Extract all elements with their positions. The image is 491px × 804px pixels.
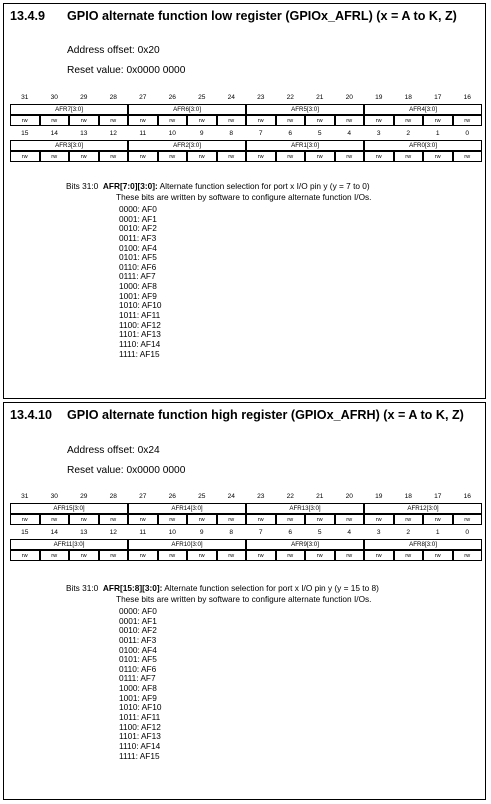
bit-number: 20 [345, 493, 353, 500]
option-item: 0100: AF4 [119, 644, 157, 655]
option-item: 0010: AF2 [119, 223, 157, 234]
access-type-cell: rw [187, 514, 217, 525]
access-type-row [10, 514, 482, 525]
access-type-cell: rw [453, 514, 483, 525]
access-type-cell: rw [394, 115, 424, 126]
field-name-cell: AFR11[3:0] [10, 539, 128, 550]
option-item: 0111: AF7 [119, 271, 156, 282]
option-item: 0110: AF6 [119, 663, 157, 674]
access-type-cell: rw [423, 550, 453, 561]
bit-number: 17 [434, 94, 442, 101]
access-type-cell: rw [40, 151, 70, 162]
access-type-cell: rw [423, 151, 453, 162]
bit-number: 0 [465, 529, 470, 536]
bit-number: 21 [316, 493, 324, 500]
field-name-row [10, 503, 482, 514]
bit-number: 15 [21, 529, 29, 536]
access-type-cell: rw [69, 514, 99, 525]
access-type-cell: rw [217, 514, 247, 525]
option-item: 0010: AF2 [119, 625, 157, 636]
access-type-cell: rw [394, 514, 424, 525]
access-type-cell: rw [276, 115, 306, 126]
bit-number: 6 [288, 529, 293, 536]
field-name-cell: AFR5[3:0] [246, 104, 364, 115]
option-item: 1110: AF14 [119, 338, 161, 349]
field-name-cell: AFR9[3:0] [246, 539, 364, 550]
option-item: 0011: AF3 [119, 634, 157, 645]
access-type-cell: rw [158, 514, 188, 525]
access-type-cell: rw [10, 514, 40, 525]
access-type-cell: rw [187, 151, 217, 162]
access-type-cell: rw [158, 115, 188, 126]
bit-number-row [10, 491, 482, 503]
option-item: 0101: AF5 [119, 252, 157, 263]
field-name-cell: AFR7[3:0] [10, 104, 128, 115]
bit-number-row [10, 92, 482, 104]
access-type-cell: rw [128, 115, 158, 126]
access-type-cell: rw [128, 151, 158, 162]
access-type-cell: rw [69, 151, 99, 162]
bit-number: 28 [109, 94, 117, 101]
field-name-cell: AFR6[3:0] [128, 104, 246, 115]
option-item: 1001: AF9 [119, 692, 157, 703]
bit-number: 1 [435, 130, 440, 137]
access-type-cell: rw [246, 550, 276, 561]
bit-number: 26 [168, 493, 176, 500]
option-item: 1010: AF10 [119, 702, 162, 713]
bit-number: 18 [404, 94, 412, 101]
option-item: 0001: AF1 [119, 615, 157, 626]
option-item: 0000: AF0 [119, 204, 157, 214]
access-type-cell: rw [453, 115, 483, 126]
access-type-cell: rw [364, 151, 394, 162]
option-item: 1101: AF13 [119, 329, 161, 340]
bit-number: 25 [198, 493, 206, 500]
option-item: 1000: AF8 [119, 683, 157, 694]
register-section-afrl [3, 3, 486, 399]
bit-number: 4 [347, 130, 352, 137]
access-type-cell: rw [394, 550, 424, 561]
bits-range: Bits 31:0 [66, 181, 99, 191]
bit-number: 10 [168, 130, 176, 137]
option-item: 1001: AF9 [119, 290, 157, 301]
field-name-row [10, 539, 482, 550]
bits-range: Bits 31:0 [66, 583, 99, 593]
bit-number: 30 [50, 94, 58, 101]
bit-number: 13 [80, 130, 88, 137]
access-type-row [10, 151, 482, 162]
field-name-cell: AFR3[3:0] [10, 140, 128, 151]
access-type-cell: rw [40, 550, 70, 561]
bit-number: 8 [229, 130, 234, 137]
bit-number: 29 [80, 94, 88, 101]
option-item: 1000: AF8 [119, 281, 157, 292]
bit-number: 4 [347, 529, 352, 536]
option-item: 1011: AF11 [119, 310, 161, 321]
bit-number: 23 [257, 94, 265, 101]
bit-number: 20 [345, 94, 353, 101]
access-type-cell: rw [305, 514, 335, 525]
bit-number: 11 [139, 529, 147, 536]
field-name-cell: AFR12[3:0] [364, 503, 482, 514]
bit-number: 19 [375, 94, 383, 101]
field-id: AFR[7:0][3:0]: [102, 181, 158, 191]
bit-number: 3 [376, 130, 381, 137]
section-number: 13.4.10 [10, 408, 53, 422]
access-type-cell: rw [305, 115, 335, 126]
bit-number: 31 [21, 493, 29, 500]
option-item: 1100: AF12 [119, 319, 161, 330]
bit-number: 12 [109, 529, 117, 536]
field-name-cell: AFR1[3:0] [246, 140, 364, 151]
option-item: 1101: AF13 [119, 731, 161, 742]
address-offset: Address offset: 0x20 [67, 45, 160, 56]
access-type-cell: rw [246, 514, 276, 525]
access-type-cell: rw [276, 550, 306, 561]
bit-number: 3 [376, 529, 381, 536]
bit-number: 9 [199, 529, 204, 536]
access-type-cell: rw [305, 550, 335, 561]
bit-number: 11 [139, 130, 147, 137]
access-type-cell: rw [99, 151, 129, 162]
access-type-cell: rw [453, 151, 483, 162]
access-type-cell: rw [305, 151, 335, 162]
bit-number: 13 [80, 529, 88, 536]
field-name-cell: AFR13[3:0] [246, 503, 364, 514]
bit-number: 6 [288, 130, 293, 137]
access-type-cell: rw [128, 550, 158, 561]
access-type-cell: rw [10, 151, 40, 162]
bits-range-line [66, 181, 370, 191]
bit-number: 14 [50, 130, 58, 137]
reset-value: Reset value: 0x0000 0000 [67, 465, 186, 476]
access-type-cell: rw [246, 151, 276, 162]
access-type-cell: rw [99, 514, 129, 525]
address-offset: Address offset: 0x24 [67, 445, 160, 456]
bit-number: 24 [227, 493, 235, 500]
option-item: 0100: AF4 [119, 242, 157, 253]
field-name-cell: AFR2[3:0] [128, 140, 246, 151]
register-bit-table [10, 92, 482, 164]
access-type-cell: rw [335, 550, 365, 561]
bit-number: 16 [463, 493, 471, 500]
access-type-cell: rw [217, 151, 247, 162]
bit-number: 27 [139, 94, 147, 101]
option-item: 1010: AF10 [119, 300, 162, 311]
option-item: 1100: AF12 [119, 721, 161, 732]
access-type-cell: rw [453, 550, 483, 561]
bit-number: 16 [463, 94, 471, 101]
access-type-cell: rw [69, 115, 99, 126]
option-item: 0101: AF5 [119, 654, 157, 665]
access-type-cell: rw [335, 514, 365, 525]
bit-number: 30 [50, 493, 58, 500]
bit-number: 22 [286, 94, 294, 101]
access-type-cell: rw [69, 550, 99, 561]
access-type-cell: rw [10, 550, 40, 561]
bit-number: 26 [168, 94, 176, 101]
bit-number: 15 [21, 130, 29, 137]
bit-number: 9 [199, 130, 204, 137]
field-name-row [10, 140, 482, 151]
bit-number-row [10, 527, 482, 539]
bit-number: 27 [139, 493, 147, 500]
bit-number: 2 [406, 130, 411, 137]
access-type-cell: rw [423, 115, 453, 126]
option-list [119, 607, 161, 761]
field-id: AFR[15:8][3:0]: [102, 583, 163, 593]
option-item: 1111: AF15 [119, 348, 160, 359]
register-bit-table [10, 491, 482, 563]
option-item: 0111: AF7 [119, 673, 156, 684]
access-type-cell: rw [217, 115, 247, 126]
reset-value: Reset value: 0x0000 0000 [67, 65, 186, 76]
option-item: 0110: AF6 [119, 261, 157, 272]
section-number: 13.4.9 [10, 9, 46, 23]
bit-number: 8 [229, 529, 234, 536]
section-title: GPIO alternate function low register (GPIOx_AFRL) (x = A to K, Z) [67, 9, 457, 23]
bit-number: 7 [258, 130, 263, 137]
bit-number-row [10, 128, 482, 140]
access-type-cell: rw [187, 550, 217, 561]
option-item: 0000: AF0 [119, 606, 157, 616]
bit-number: 5 [317, 529, 322, 536]
bit-number: 19 [375, 493, 383, 500]
access-type-cell: rw [423, 514, 453, 525]
bit-number: 2 [406, 529, 411, 536]
register-section-afrh [3, 402, 486, 800]
access-type-cell: rw [217, 550, 247, 561]
access-type-cell: rw [364, 514, 394, 525]
bit-number: 14 [50, 529, 58, 536]
field-summary: Alternate function selection for port x I/O pin y (y = 7 to 0) [157, 181, 370, 191]
option-item: 1110: AF14 [119, 740, 161, 751]
field-name-cell: AFR4[3:0] [364, 104, 482, 115]
access-type-cell: rw [364, 550, 394, 561]
bit-number: 1 [435, 529, 440, 536]
field-name-cell: AFR10[3:0] [128, 539, 246, 550]
access-type-cell: rw [128, 514, 158, 525]
field-name-cell: AFR15[3:0] [10, 503, 128, 514]
bit-number: 31 [21, 94, 29, 101]
field-name-cell: AFR0[3:0] [364, 140, 482, 151]
access-type-cell: rw [335, 151, 365, 162]
field-name-cell: AFR14[3:0] [128, 503, 246, 514]
access-type-row [10, 550, 482, 561]
bit-number: 10 [168, 529, 176, 536]
bit-number: 22 [286, 493, 294, 500]
access-type-row [10, 115, 482, 126]
access-type-cell: rw [40, 514, 70, 525]
option-item: 0001: AF1 [119, 213, 157, 224]
bits-range-line [66, 583, 379, 593]
bit-number: 21 [316, 94, 324, 101]
access-type-cell: rw [276, 514, 306, 525]
bit-number: 7 [258, 529, 263, 536]
bit-number: 5 [317, 130, 322, 137]
bit-number: 23 [257, 493, 265, 500]
option-list [119, 205, 161, 359]
field-name-cell: AFR8[3:0] [364, 539, 482, 550]
bit-number: 0 [465, 130, 470, 137]
section-title: GPIO alternate function high register (GPIOx_AFRH) (x = A to K, Z) [67, 408, 464, 422]
access-type-cell: rw [99, 115, 129, 126]
bit-number: 28 [109, 493, 117, 500]
access-type-cell: rw [158, 550, 188, 561]
access-type-cell: rw [246, 115, 276, 126]
bit-number: 17 [434, 493, 442, 500]
field-summary: Alternate function selection for port x I/O pin y (y = 15 to 8) [162, 583, 379, 593]
access-type-cell: rw [99, 550, 129, 561]
bit-number: 12 [109, 130, 117, 137]
bit-number: 18 [404, 493, 412, 500]
field-name-row [10, 104, 482, 115]
field-note: These bits are written by software to configure alternate function I/Os. [116, 594, 372, 604]
access-type-cell: rw [394, 151, 424, 162]
bit-number: 25 [198, 94, 206, 101]
option-item: 1011: AF11 [119, 712, 161, 723]
access-type-cell: rw [335, 115, 365, 126]
option-item: 0011: AF3 [119, 232, 157, 243]
bit-number: 29 [80, 493, 88, 500]
access-type-cell: rw [364, 115, 394, 126]
field-note: These bits are written by software to configure alternate function I/Os. [116, 192, 372, 202]
access-type-cell: rw [187, 115, 217, 126]
access-type-cell: rw [10, 115, 40, 126]
access-type-cell: rw [276, 151, 306, 162]
access-type-cell: rw [40, 115, 70, 126]
option-item: 1111: AF15 [119, 750, 160, 761]
bit-number: 24 [227, 94, 235, 101]
access-type-cell: rw [158, 151, 188, 162]
